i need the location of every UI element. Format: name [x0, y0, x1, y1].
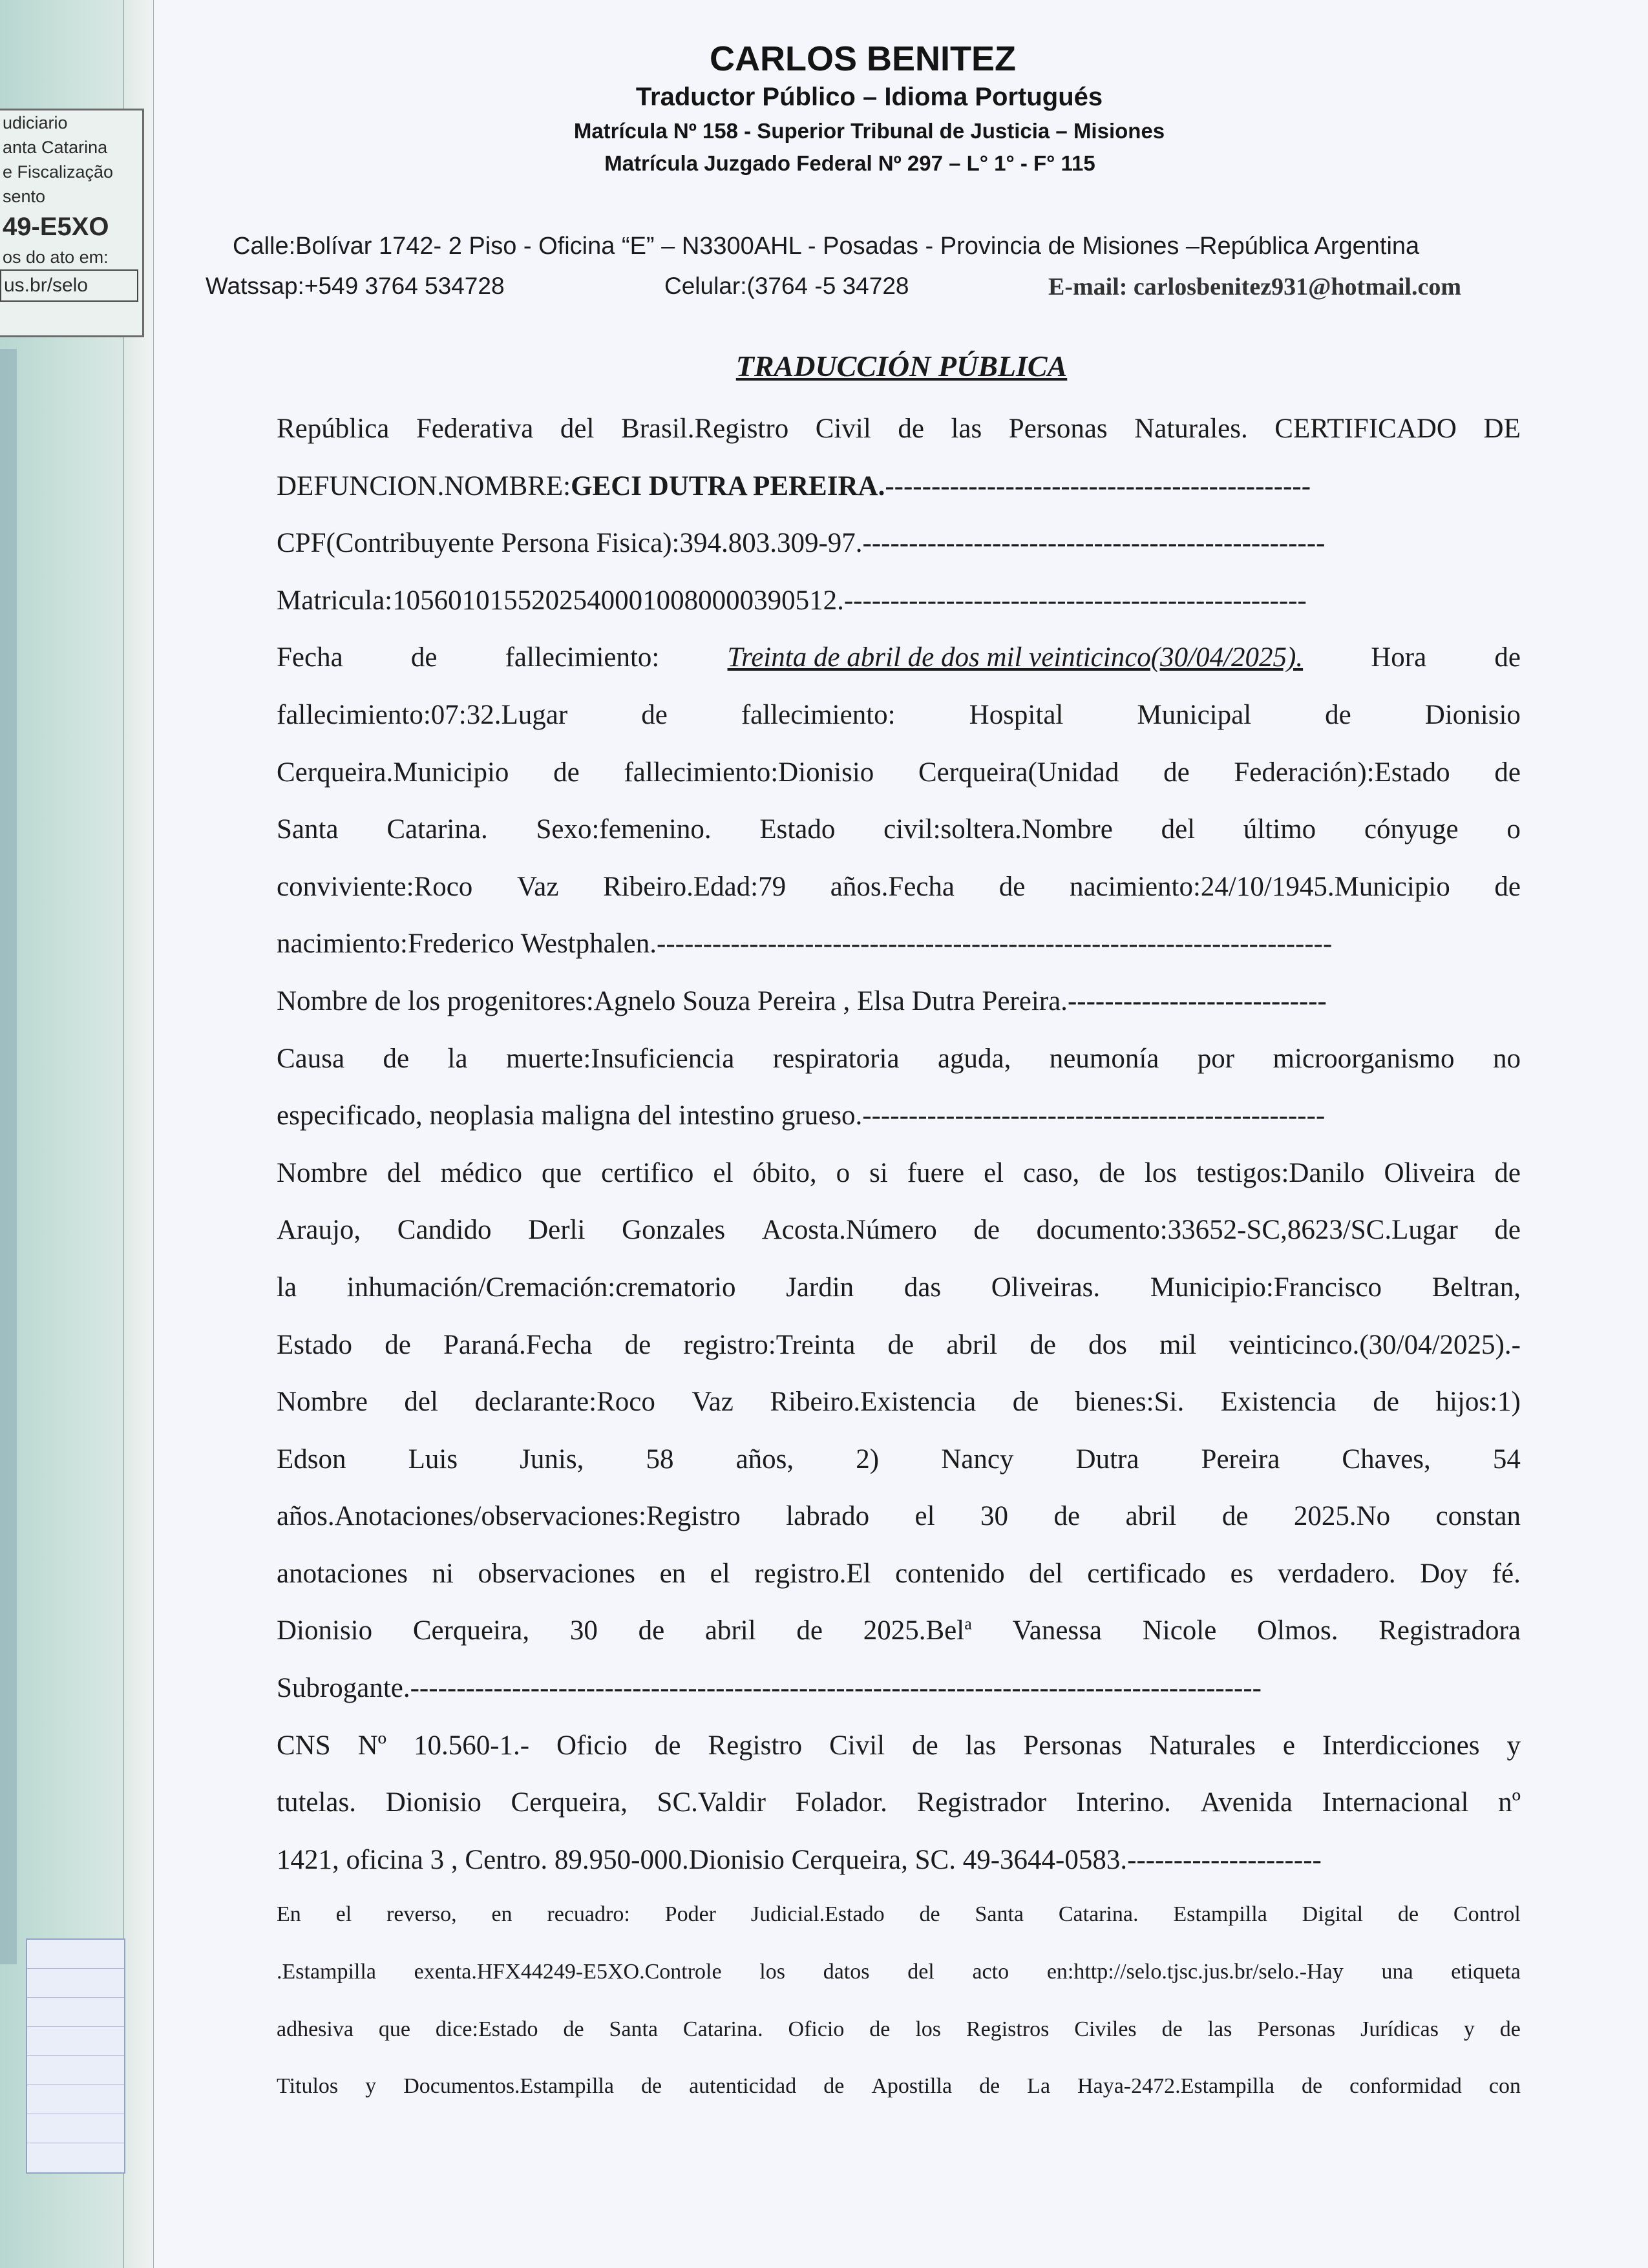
- text-line: DEFUNCION.NOMBRE: GECI DUTRA PEREIRA. ----------------------------------------------: [277, 470, 1311, 501]
- seal-line: sento: [3, 187, 46, 206]
- text-line: Fecha de fallecimiento: Treinta de abril de dos mil veinticinco(30/04/2025). Hora de: [277, 642, 1521, 673]
- address-line: Calle:Bolívar 1742- 2 Piso - Oficina “E” – N3300AHL - Posadas - Provincia de Misiones –República Argentina: [233, 233, 1420, 260]
- text-line: En el reverso, en recuadro: Poder Judicial.Estado de Santa Catarina. Estampilla Digital de Control: [277, 1902, 1521, 1927]
- translator-name: CARLOS BENITEZ: [709, 39, 1016, 78]
- text-line: 1421, oficina 3 , Centro. 89.950-000.Dionisio Cerqueira, SC. 49-3644-0583. ---------------------: [277, 1844, 1322, 1875]
- text-line: Nombre de los progenitores:Agnelo Souza Pereira , Elsa Dutra Pereira. ----------------------------: [277, 985, 1327, 1016]
- seal-consult: os do ato em:: [3, 247, 109, 267]
- text-line: Titulos y Documentos.Estampilla de autenticidad de Apostilla de La Haya-2472.Estampilla de conformidad con: [277, 2074, 1521, 2099]
- text-line: Araujo, Candido Derli Gonzales Acosta.Número de documento:33652-SC,8623/SC.Lugar de: [277, 1215, 1521, 1246]
- text-line: Edson Luis Junis, 58 años, 2) Nancy Dutra Pereira Chaves, 54: [277, 1444, 1521, 1475]
- text-line: Subrogante. --------------------------------------------------------------------------------------------: [277, 1673, 1262, 1704]
- text-line: .Estampilla exenta.HFX44249-E5XO.Controle los datos del acto en:http://selo.tjsc.jus.br/selo.-Hay una etiqueta: [277, 1960, 1521, 1984]
- translation-body: [277, 401, 1521, 2116]
- email: E-mail: carlosbenitez931@hotmail.com: [1048, 273, 1462, 300]
- seal-site: us.br/selo: [0, 269, 138, 302]
- text-line: tutelas. Dionisio Cerqueira, SC.Valdir Folador. Registrador Interino. Avenida Internacional nº: [277, 1787, 1521, 1818]
- text-line: Cerqueira.Municipio de fallecimiento:Dionisio Cerqueira(Unidad de Federación):Estado de: [277, 757, 1521, 788]
- strip-panel: [26, 1938, 125, 2174]
- seal-line: anta Catarina: [3, 138, 108, 157]
- text-line: Estado de Paraná.Fecha de registro:Treinta de abril de dos mil veinticinco.(30/04/2025).-: [277, 1329, 1521, 1360]
- text-line: Nombre del médico que certifico el óbito, o si fuere el caso, de los testigos:Danilo Oliveira de: [277, 1157, 1521, 1188]
- stamp-strip: [0, 0, 154, 2268]
- document-title: TRADUCCIÓN PÚBLICA: [735, 350, 1068, 383]
- text-line: especificado, neoplasia maligna del intestino grueso. --------------------------------------------------: [277, 1100, 1326, 1131]
- text-line: CPF(Contribuyente Persona Fisica):394.803.309-97. --------------------------------------------------: [277, 528, 1326, 559]
- text-line: anotaciones ni observaciones en el registro.El contenido del certificado es verdadero. Doy fé.: [277, 1558, 1521, 1589]
- text-line: Matricula:10560101552025400010080000390512. --------------------------------------------------: [277, 585, 1307, 616]
- text-line: Causa de la muerte:Insuficiencia respiratoria aguda, neumonía por microorganismo no: [277, 1043, 1521, 1074]
- reverse-notes: [277, 1886, 1521, 2115]
- whatsapp: Watssap:+549 3764 534728: [206, 273, 505, 299]
- translator-title: Traductor Público – Idioma Portugués: [635, 83, 1103, 111]
- text-line: República Federativa del Brasil.Registro Civil de las Personas Naturales. CERTIFICADO DE: [277, 414, 1521, 444]
- text-line: Santa Catarina. Sexo:femenino. Estado civil:soltera.Nombre del último cónyuge o: [277, 814, 1521, 845]
- text-line: años.Anotaciones/observaciones:Registro labrado el 30 de abril de 2025.No constan: [277, 1501, 1521, 1532]
- text-line: fallecimiento:07:32.Lugar de fallecimiento: Hospital Municipal de Dionisio: [277, 699, 1521, 730]
- registration-line-2: Matrícula Juzgado Federal Nº 297 – L° 1° - F° 115: [604, 151, 1095, 175]
- text-line: adhesiva que dice:Estado de Santa Catarina. Oficio de los Registros Civiles de las Personas Jurídicas y de: [277, 2017, 1521, 2041]
- seal-line: udiciario: [3, 113, 68, 132]
- cellphone: Celular:(3764 -5 34728: [664, 273, 909, 299]
- seal-code: 49-E5XO: [3, 213, 109, 241]
- seal-line: e Fiscalização: [3, 162, 114, 182]
- text-line: la inhumación/Cremación:crematorio Jardin das Oliveiras. Municipio:Francisco Beltran,: [277, 1272, 1521, 1303]
- text-line: CNS Nº 10.560-1.- Oficio de Registro Civil de las Personas Naturales e Interdicciones y: [277, 1730, 1521, 1761]
- registration-line-1: Matrícula Nº 158 - Superior Tribunal de Justicia – Misiones: [573, 119, 1165, 143]
- text-line: conviviente:Roco Vaz Ribeiro.Edad:79 años.Fecha de nacimiento:24/10/1945.Municipio de: [277, 871, 1521, 902]
- text-line: Nombre del declarante:Roco Vaz Ribeiro.Existencia de bienes:Si. Existencia de hijos:1): [277, 1387, 1521, 1418]
- text-line: Dionisio Cerqueira, 30 de abril de 2025.Bel$^a$ Vanessa Nicole Olmos. Registradora: [277, 1615, 1521, 1646]
- strip-fold: [123, 0, 153, 2268]
- text-line: nacimiento:Frederico Westphalen. -------------------------------------------------------------------------: [277, 929, 1333, 960]
- strip-bar: [0, 349, 17, 1964]
